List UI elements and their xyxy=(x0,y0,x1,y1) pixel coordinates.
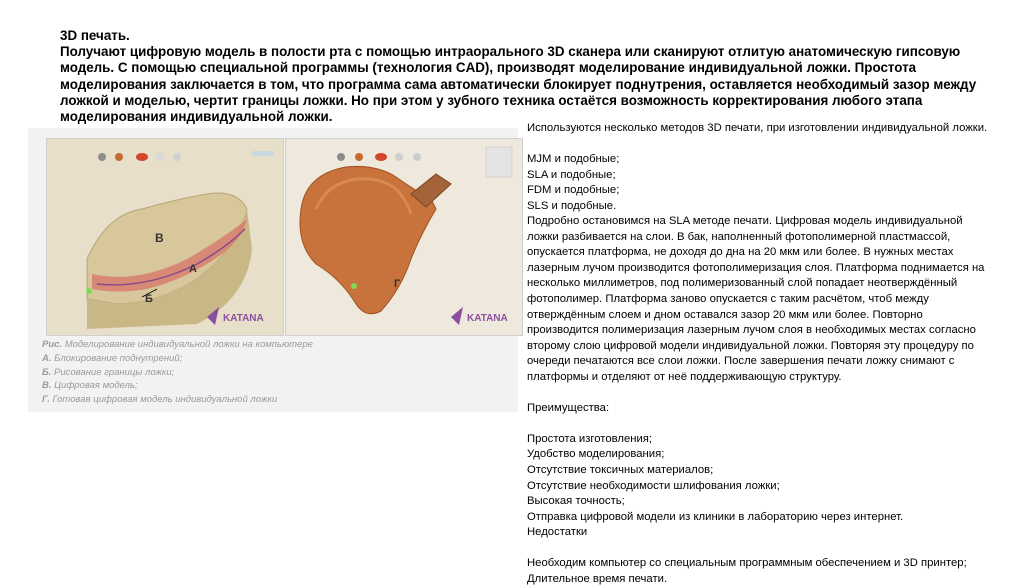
caption-item: Б. Рисование границы ложки; xyxy=(42,366,175,378)
cad-panel-digital-model xyxy=(46,138,284,336)
body-line: несколько миллиметров, под полимеризованный слой попадает неотверждённый xyxy=(527,277,958,290)
body-line: очереди печатаются все слои ложки. После завершения печати ложку снимают с xyxy=(527,355,955,368)
heading-line: ложкой и моделью, чертит границы ложки. Но при этом у зубного техника остаётся возможность корректирования любого этапа xyxy=(60,92,923,108)
body-line: Преимущества: xyxy=(527,401,610,414)
body-line: платформы и отделяют от неё поддерживающую структуру. xyxy=(527,370,842,383)
body-line xyxy=(527,385,1017,401)
body-line: Подробно остановимся на SLA методе печати. Цифровая модель индивидуальной xyxy=(527,215,963,228)
body-line: опускается платформа, не доходя до дна на 20 мкм или более. В нужных местах xyxy=(527,246,954,259)
body-line: Отсутствие необходимости шлифования ложки; xyxy=(527,479,780,492)
figure-caption xyxy=(42,338,512,407)
label-g: Г xyxy=(394,278,401,290)
body-line: Отправка цифровой модели из клиники в лабораторию через интернет. xyxy=(527,510,904,523)
body-text xyxy=(527,121,1017,587)
logo-text-left: KATANA xyxy=(223,313,264,324)
label-v: В xyxy=(155,231,164,245)
body-line: лазерным лучом производится фотополимеризация слоя. Платформа поднимается на xyxy=(527,261,985,274)
body-line: Длительное время печати. xyxy=(527,572,668,585)
body-line: Используются несколько методов 3D печати, при изготовлении индивидуальной ложки. xyxy=(527,122,988,134)
caption-item: Г. Готовая цифровая модель индивидуальной ложки xyxy=(42,394,278,406)
caption-item: А. Блокирование поднутрений; xyxy=(42,352,183,364)
cad-panel-tray-model xyxy=(285,138,523,336)
body-line: Необходим компьютер со специальным программным обеспечением и 3D принтер; xyxy=(527,557,967,570)
body-line: производится полимеризация лазерным лучом слоя в необходимых местах согласно xyxy=(527,324,976,337)
heading-line: моделирования заключается в том, что программа сама автоматически блокирует поднутрения, оставляется необходимый зазор между xyxy=(60,76,977,92)
label-b: Б xyxy=(145,293,153,305)
body-line xyxy=(527,541,1017,557)
body-line: FDM и подобные; xyxy=(527,184,620,197)
label-a: А xyxy=(189,263,197,275)
body-line xyxy=(527,416,1017,432)
heading-line: моделирования индивидуальной ложки. xyxy=(60,109,333,125)
body-line: фотополимер. Платформа заново опускается с таким расчётом, чтоб между xyxy=(527,293,929,306)
heading-line: 3D печать. xyxy=(60,28,130,43)
caption-title: Рис. Моделирование индивидуальной ложки на компьютере xyxy=(42,339,313,350)
body-line: MJM и подобные; xyxy=(527,153,620,166)
body-line: Высокая точность; xyxy=(527,495,625,508)
body-line: второму слою цифровой модели индивидуальной ложки. Повторяя эту процедуру по xyxy=(527,339,974,352)
heading-line: модель. С помощью специальной программы (технология CAD), производят моделирование индивидуальной ложки. Простота xyxy=(60,60,917,76)
body-line: Отсутствие токсичных материалов; xyxy=(527,464,714,477)
logo-text-right: KATANA xyxy=(467,313,508,324)
heading-line: Получают цифровую модель в полости рта с помощью интраорального 3D сканера или сканируют отлитую анатомическую гипсовую xyxy=(60,44,961,60)
figure xyxy=(28,128,518,412)
body-line: отверждённым слоем и дном оставался зазор 20 мкм или более. Повторно xyxy=(527,308,923,321)
body-line: SLS и подобные. xyxy=(527,199,617,212)
body-line: ложки разбивается на слои. В бак, наполненный фотополимерной пластмассой, xyxy=(527,230,951,243)
caption-item: В. Цифровая модель; xyxy=(42,380,138,392)
body-line: Недостатки xyxy=(527,526,588,539)
body-line xyxy=(527,137,1017,153)
body-line: Удобство моделирования; xyxy=(527,448,665,461)
body-line: SLA и подобные; xyxy=(527,168,616,181)
heading xyxy=(60,28,977,125)
body-line: Простота изготовления; xyxy=(527,432,653,445)
